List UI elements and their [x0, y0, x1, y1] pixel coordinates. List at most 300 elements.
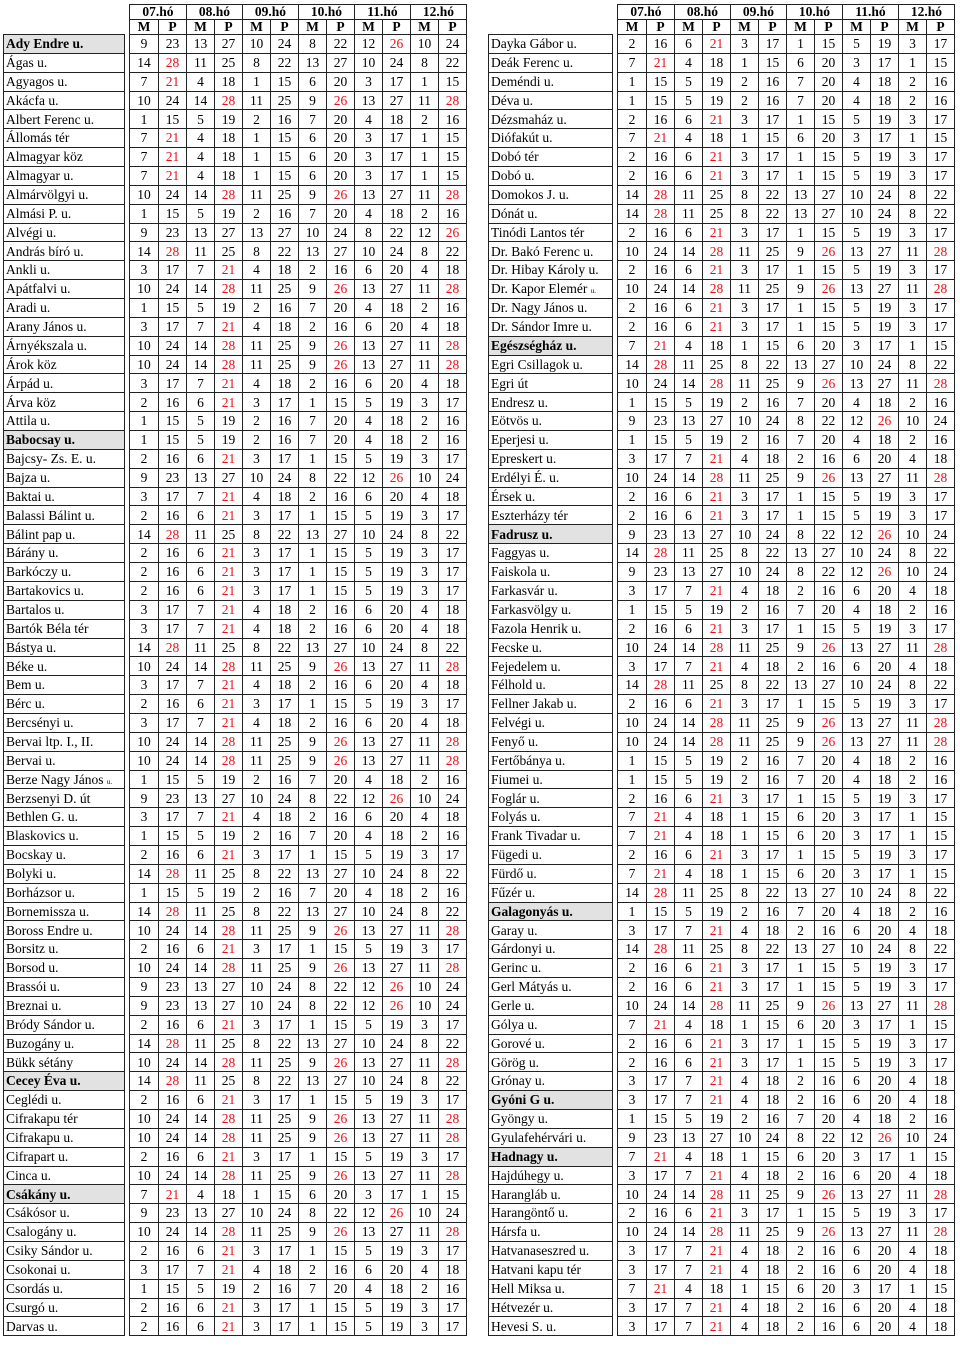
day-cell: 26 — [327, 657, 355, 676]
day-cell: 10 — [411, 1204, 439, 1223]
day-cell: 26 — [327, 1223, 355, 1242]
day-cell: 7 — [618, 864, 647, 883]
day-cell: 3 — [618, 1242, 647, 1261]
day-cell: 18 — [271, 317, 299, 336]
day-cell: 4 — [243, 317, 271, 336]
day-cell: 21 — [215, 1091, 243, 1110]
day-cell: 7 — [787, 393, 815, 412]
day-cell: 19 — [871, 317, 899, 336]
day-cell: 24 — [871, 883, 899, 902]
street-label: Bajcsy- Zs. E. u. — [6, 451, 96, 467]
day-cell: 8 — [411, 1072, 439, 1091]
day-cell: 15 — [327, 1242, 355, 1261]
day-cell: 16 — [927, 751, 955, 770]
street-name — [489, 223, 613, 242]
day-cell: 10 — [618, 732, 647, 751]
street-name — [4, 374, 125, 393]
street-label: Fazola Henrik u. — [491, 620, 582, 636]
day-cell: 13 — [843, 242, 871, 261]
day-cell: 3 — [243, 1147, 271, 1166]
day-cell: 22 — [439, 525, 467, 544]
day-cell: 9 — [130, 1204, 159, 1223]
day-cell: 24 — [647, 1185, 675, 1204]
day-cell: 27 — [815, 185, 843, 204]
street-name — [4, 1260, 125, 1279]
street-name — [489, 1109, 613, 1128]
day-cell: 21 — [703, 657, 731, 676]
day-cell: 27 — [383, 921, 411, 940]
day-cell: 10 — [243, 35, 271, 54]
day-cell: 22 — [271, 638, 299, 657]
day-cell: 14 — [187, 657, 215, 676]
day-cell: 13 — [299, 242, 327, 261]
day-cell: 3 — [130, 1260, 159, 1279]
day-cell: 20 — [383, 713, 411, 732]
day-cell: 14 — [187, 355, 215, 374]
table-row — [489, 770, 955, 789]
day-cell: 1 — [899, 336, 927, 355]
day-cell: 18 — [215, 167, 243, 186]
table-row — [489, 695, 955, 714]
day-cell: 14 — [618, 204, 647, 223]
day-cell: 1 — [299, 1147, 327, 1166]
day-cell: 27 — [703, 563, 731, 582]
street-name — [489, 638, 613, 657]
day-cell: 10 — [130, 355, 159, 374]
street-name — [4, 449, 125, 468]
day-cell: 27 — [871, 1185, 899, 1204]
day-cell: 15 — [815, 959, 843, 978]
day-cell: 2 — [618, 845, 647, 864]
street-label: Érsek u. — [491, 488, 536, 504]
day-cell: 27 — [215, 223, 243, 242]
day-cell: 11 — [243, 751, 271, 770]
day-cell: 6 — [675, 317, 703, 336]
day-cell: 4 — [355, 1279, 383, 1298]
day-cell: 17 — [159, 676, 187, 695]
day-cell: 17 — [159, 261, 187, 280]
day-cell: 6 — [675, 959, 703, 978]
day-cell: 17 — [927, 1053, 955, 1072]
street-name — [4, 827, 125, 846]
day-cell: 7 — [675, 449, 703, 468]
day-cell: 22 — [439, 1072, 467, 1091]
street-name — [4, 1185, 125, 1204]
day-cell: 1 — [299, 845, 327, 864]
day-cell: 6 — [299, 72, 327, 91]
day-cell: 14 — [130, 1034, 159, 1053]
day-cell: 3 — [899, 317, 927, 336]
day-cell: 20 — [815, 1147, 843, 1166]
day-cell: 4 — [355, 431, 383, 450]
day-cell: 13 — [355, 185, 383, 204]
day-cell: 19 — [383, 393, 411, 412]
day-cell: 9 — [299, 1166, 327, 1185]
day-cell: 3 — [899, 110, 927, 129]
day-cell: 27 — [383, 185, 411, 204]
day-cell: 1 — [618, 751, 647, 770]
day-cell: 3 — [130, 374, 159, 393]
table-row — [489, 1279, 955, 1298]
day-cell: 2 — [787, 1317, 815, 1336]
day-cell: 7 — [675, 1298, 703, 1317]
street-name — [489, 1298, 613, 1317]
day-cell: 17 — [271, 1317, 299, 1336]
day-cell: 15 — [271, 72, 299, 91]
day-cell: 5 — [843, 110, 871, 129]
day-cell: 6 — [187, 1091, 215, 1110]
day-cell: 24 — [871, 355, 899, 374]
table-row — [4, 827, 467, 846]
day-cell: 2 — [618, 1053, 647, 1072]
day-cell: 24 — [383, 242, 411, 261]
street-name — [489, 393, 613, 412]
day-cell: 7 — [130, 167, 159, 186]
day-cell: 25 — [271, 1166, 299, 1185]
day-cell: 2 — [130, 506, 159, 525]
table-row — [4, 1204, 467, 1223]
day-cell: 4 — [355, 770, 383, 789]
month-header: 11.hó — [355, 5, 411, 20]
table-row — [489, 959, 955, 978]
street-label: Attila u. — [6, 413, 51, 429]
day-cell: 26 — [327, 1128, 355, 1147]
day-cell: 7 — [675, 1317, 703, 1336]
street-name — [4, 770, 125, 789]
street-name — [4, 657, 125, 676]
day-cell: 21 — [703, 581, 731, 600]
day-cell: 3 — [130, 713, 159, 732]
day-cell: 15 — [759, 1279, 787, 1298]
day-cell: 7 — [187, 487, 215, 506]
day-cell: 19 — [215, 299, 243, 318]
day-cell: 11 — [243, 185, 271, 204]
day-cell: 8 — [731, 883, 759, 902]
day-cell: 11 — [411, 1053, 439, 1072]
day-cell: 1 — [731, 1147, 759, 1166]
street-label: Cifrakapu tér — [6, 1111, 78, 1127]
day-cell: 25 — [759, 1223, 787, 1242]
day-cell: 7 — [787, 431, 815, 450]
day-cell: 4 — [675, 808, 703, 827]
day-cell: 7 — [675, 657, 703, 676]
day-cell: 7 — [618, 808, 647, 827]
table-row — [4, 1072, 467, 1091]
table-row — [4, 1223, 467, 1242]
day-cell: 8 — [899, 355, 927, 374]
day-cell: 13 — [355, 921, 383, 940]
day-cell: 22 — [439, 53, 467, 72]
day-cell: 24 — [647, 1223, 675, 1242]
day-cell: 16 — [271, 204, 299, 223]
day-cell: 16 — [647, 261, 675, 280]
street-name — [4, 1034, 125, 1053]
street-label: Farkasvár u. — [491, 583, 558, 599]
day-cell: 2 — [731, 902, 759, 921]
table-row — [4, 1147, 467, 1166]
street-name — [489, 676, 613, 695]
day-cell: 5 — [355, 695, 383, 714]
day-cell: 10 — [355, 638, 383, 657]
day-cell: 28 — [215, 921, 243, 940]
street-label: Almárvölgyi u. — [6, 187, 89, 203]
day-cell: 11 — [411, 732, 439, 751]
day-cell: 26 — [815, 1185, 843, 1204]
table-row — [4, 996, 467, 1015]
day-cell: 19 — [871, 619, 899, 638]
day-cell: 20 — [383, 600, 411, 619]
day-cell: 16 — [927, 600, 955, 619]
day-cell: 3 — [899, 261, 927, 280]
day-cell: 8 — [411, 902, 439, 921]
day-cell: 27 — [871, 713, 899, 732]
day-cell: 4 — [243, 261, 271, 280]
day-cell: 28 — [215, 751, 243, 770]
day-cell: 18 — [871, 902, 899, 921]
day-cell: 19 — [871, 167, 899, 186]
day-cell: 8 — [243, 53, 271, 72]
day-cell: 27 — [327, 53, 355, 72]
street-label: Farkasvölgy u. — [491, 601, 572, 617]
day-cell: 15 — [759, 808, 787, 827]
day-cell: 16 — [327, 1260, 355, 1279]
street-label: Almagyar u. — [6, 168, 74, 184]
day-cell: 10 — [843, 204, 871, 223]
day-cell: 20 — [383, 676, 411, 695]
day-cell: 18 — [927, 1166, 955, 1185]
day-cell: 10 — [130, 732, 159, 751]
street-name — [489, 657, 613, 676]
day-cell: 24 — [383, 638, 411, 657]
day-cell: 17 — [759, 1053, 787, 1072]
day-cell: 25 — [759, 242, 787, 261]
day-cell: 8 — [355, 223, 383, 242]
table-row — [489, 883, 955, 902]
day-cell: 2 — [787, 449, 815, 468]
street-label: Cinca u. — [6, 1167, 51, 1183]
day-cell: 2 — [130, 393, 159, 412]
day-cell: 21 — [647, 1147, 675, 1166]
day-cell: 2 — [299, 487, 327, 506]
day-cell: 15 — [327, 940, 355, 959]
day-cell: 1 — [787, 789, 815, 808]
day-cell: 25 — [703, 883, 731, 902]
day-cell: 15 — [927, 336, 955, 355]
day-cell: 27 — [871, 732, 899, 751]
day-cell: 13 — [843, 280, 871, 299]
day-cell: 7 — [187, 317, 215, 336]
table-row — [4, 751, 467, 770]
day-cell: 13 — [787, 355, 815, 374]
day-cell: 16 — [815, 921, 843, 940]
day-cell: 6 — [187, 581, 215, 600]
day-cell: 19 — [871, 261, 899, 280]
table-row — [4, 563, 467, 582]
day-cell: 1 — [787, 35, 815, 54]
day-cell: 7 — [675, 1242, 703, 1261]
day-cell: 2 — [618, 1204, 647, 1223]
day-type-header: M — [843, 20, 871, 35]
day-cell: 9 — [787, 242, 815, 261]
day-type-header: M — [355, 20, 383, 35]
day-cell: 2 — [130, 1242, 159, 1261]
street-name — [4, 1072, 125, 1091]
day-cell: 15 — [759, 336, 787, 355]
day-cell: 8 — [411, 242, 439, 261]
day-cell: 3 — [411, 1015, 439, 1034]
day-cell: 3 — [899, 845, 927, 864]
day-cell: 15 — [815, 695, 843, 714]
day-cell: 4 — [187, 167, 215, 186]
day-cell: 7 — [187, 808, 215, 827]
day-cell: 19 — [871, 223, 899, 242]
table-row — [489, 35, 955, 54]
day-cell: 6 — [355, 261, 383, 280]
street-name — [4, 468, 125, 487]
day-cell: 13 — [187, 789, 215, 808]
day-cell: 16 — [439, 204, 467, 223]
mp-header-row — [489, 20, 955, 35]
day-cell: 4 — [243, 808, 271, 827]
table-row — [489, 148, 955, 167]
street-label: Felvégi u. — [491, 715, 545, 731]
street-name — [4, 1204, 125, 1223]
street-name — [4, 563, 125, 582]
day-cell: 1 — [787, 959, 815, 978]
day-cell: 16 — [327, 713, 355, 732]
day-cell: 6 — [843, 1091, 871, 1110]
day-cell: 1 — [299, 1015, 327, 1034]
day-cell: 14 — [618, 355, 647, 374]
day-cell: 24 — [647, 242, 675, 261]
day-cell: 15 — [927, 827, 955, 846]
day-cell: 6 — [843, 449, 871, 468]
day-cell: 11 — [731, 468, 759, 487]
table-row — [4, 525, 467, 544]
table-row — [4, 732, 467, 751]
day-cell: 6 — [675, 487, 703, 506]
day-cell: 27 — [215, 35, 243, 54]
day-cell: 3 — [731, 487, 759, 506]
day-cell: 17 — [759, 1034, 787, 1053]
street-name — [4, 1091, 125, 1110]
table-row — [489, 1128, 955, 1147]
street-label: Faiskola u. — [491, 564, 551, 580]
day-cell: 1 — [787, 261, 815, 280]
day-cell: 17 — [759, 261, 787, 280]
day-cell: 18 — [439, 261, 467, 280]
street-name — [489, 412, 613, 431]
table-row — [489, 53, 955, 72]
day-cell: 19 — [871, 845, 899, 864]
table-row — [4, 1279, 467, 1298]
day-cell: 27 — [383, 280, 411, 299]
day-cell: 18 — [927, 1091, 955, 1110]
street-name — [489, 808, 613, 827]
day-cell: 22 — [815, 1128, 843, 1147]
street-label: Arany János u. — [6, 319, 87, 335]
day-cell: 15 — [815, 845, 843, 864]
day-cell: 28 — [159, 1072, 187, 1091]
day-cell: 15 — [647, 1109, 675, 1128]
street-name — [489, 751, 613, 770]
day-cell: 15 — [271, 148, 299, 167]
day-cell: 23 — [647, 1128, 675, 1147]
day-cell: 5 — [675, 431, 703, 450]
day-cell: 13 — [787, 883, 815, 902]
day-cell: 15 — [759, 827, 787, 846]
day-cell: 22 — [927, 185, 955, 204]
day-cell: 4 — [243, 676, 271, 695]
day-cell: 21 — [703, 261, 731, 280]
street-label: Fenyő u. — [491, 733, 539, 749]
street-label: Fűzér u. — [491, 884, 536, 900]
day-cell: 14 — [618, 883, 647, 902]
day-cell: 15 — [327, 1298, 355, 1317]
day-cell: 22 — [327, 1204, 355, 1223]
table-row — [4, 148, 467, 167]
day-cell: 8 — [411, 638, 439, 657]
day-cell: 6 — [787, 827, 815, 846]
day-cell: 24 — [759, 412, 787, 431]
day-cell: 17 — [647, 1260, 675, 1279]
day-cell: 24 — [647, 638, 675, 657]
day-cell: 25 — [271, 355, 299, 374]
day-cell: 5 — [843, 1053, 871, 1072]
day-cell: 21 — [703, 1166, 731, 1185]
day-cell: 28 — [703, 280, 731, 299]
day-cell: 27 — [383, 657, 411, 676]
day-cell: 18 — [383, 770, 411, 789]
day-cell: 16 — [159, 1298, 187, 1317]
day-cell: 1 — [299, 544, 327, 563]
day-cell: 1 — [787, 845, 815, 864]
day-cell: 17 — [159, 374, 187, 393]
day-cell: 26 — [815, 1223, 843, 1242]
table-row — [489, 185, 955, 204]
day-cell: 28 — [647, 185, 675, 204]
day-cell: 17 — [439, 1091, 467, 1110]
day-cell: 16 — [647, 299, 675, 318]
day-cell: 17 — [159, 600, 187, 619]
day-cell: 1 — [299, 506, 327, 525]
street-name — [489, 827, 613, 846]
day-cell: 2 — [243, 412, 271, 431]
day-cell: 16 — [815, 657, 843, 676]
day-cell: 7 — [130, 129, 159, 148]
day-cell: 24 — [271, 1204, 299, 1223]
day-cell: 13 — [299, 638, 327, 657]
day-cell: 6 — [355, 1260, 383, 1279]
street-name — [489, 770, 613, 789]
day-cell: 11 — [731, 996, 759, 1015]
day-cell: 15 — [159, 299, 187, 318]
day-cell: 8 — [731, 355, 759, 374]
day-cell: 3 — [618, 1091, 647, 1110]
day-cell: 1 — [787, 506, 815, 525]
day-cell: 1 — [787, 317, 815, 336]
table-row — [489, 657, 955, 676]
street-name — [489, 91, 613, 110]
street-label: Ágas u. — [6, 55, 48, 71]
table-row — [4, 713, 467, 732]
day-cell: 14 — [618, 544, 647, 563]
day-cell: 7 — [130, 1185, 159, 1204]
day-cell: 2 — [787, 657, 815, 676]
day-cell: 5 — [355, 845, 383, 864]
day-cell: 5 — [843, 1034, 871, 1053]
day-cell: 27 — [871, 1223, 899, 1242]
